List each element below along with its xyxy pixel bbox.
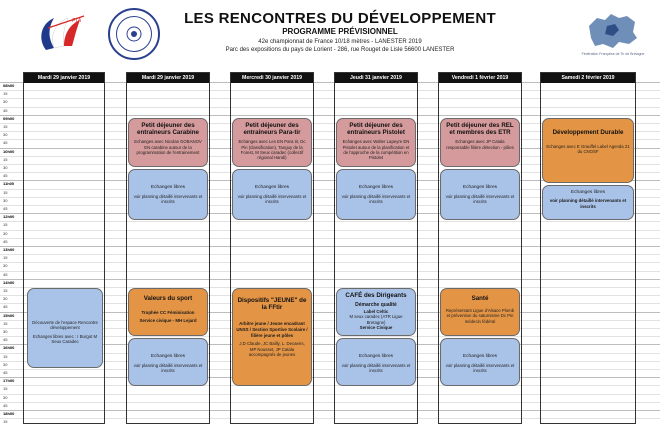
time-label: 15 xyxy=(3,386,8,392)
time-label: 30 xyxy=(3,296,8,302)
event-line: M seux caradec (ATR Ligue Bretagne) xyxy=(349,314,403,325)
time-label: 15 xyxy=(3,320,8,326)
bretagne-map-logo xyxy=(585,8,640,56)
time-label: 45 xyxy=(3,140,8,146)
event-title: Petit déjeuner des entraîneurs Pistolet xyxy=(347,122,405,137)
event-card[interactable] xyxy=(542,185,634,220)
time-label: 15 xyxy=(3,124,8,129)
event-desc: Echanges avec E Grauffel Label Agenda 21 du CNOSF xyxy=(546,144,630,155)
time-label: 08h00 xyxy=(3,83,15,88)
event-line: Service Civique xyxy=(359,325,393,331)
event-title: Dispositifs "JEUNE" de la FFtir xyxy=(237,297,307,312)
time-label: 15h00 xyxy=(3,312,15,318)
event-card[interactable] xyxy=(232,288,312,386)
time-label: 30 xyxy=(3,361,8,367)
event-card[interactable] xyxy=(440,338,520,386)
event-card[interactable] xyxy=(336,118,416,167)
time-label: 30 xyxy=(3,394,8,400)
event-line: Découverte de l'espace Rencontre développement xyxy=(32,320,98,331)
svg-text:FTA: FTA xyxy=(72,18,82,24)
day-header: Jeudi 31 janvier 2019 xyxy=(335,73,417,83)
event-title: Echanges libres xyxy=(462,354,498,359)
event-desc: Echanges avec JP Catala responsable filière détection - pôles xyxy=(446,139,514,150)
day-header: Mardi 29 janvier 2019 xyxy=(24,73,104,83)
event-subtitle: Démarche qualité xyxy=(355,302,397,309)
day-header: Mercredi 30 janvier 2019 xyxy=(231,73,313,83)
time-label: 12h00 xyxy=(3,214,15,220)
event-card[interactable] xyxy=(232,169,312,220)
time-label: 30 xyxy=(3,99,8,105)
event-card[interactable] xyxy=(542,118,634,183)
event-line: Label Celtic xyxy=(363,308,389,314)
day-header: Samedi 2 février 2019 xyxy=(541,73,635,83)
event-desc: voir planning détaillé intervenants et inscrits xyxy=(445,193,515,205)
time-label: 30 xyxy=(3,230,8,236)
event-desc: J.D Claude, JC Bailly, L. Decaens, MP Nousset, JP Catala accompagnés de jeunes xyxy=(239,341,305,358)
time-label: 15 xyxy=(3,255,8,261)
event-card[interactable] xyxy=(336,288,416,336)
event-title: Echanges libres xyxy=(150,354,186,359)
time-label: 45 xyxy=(3,370,8,375)
event-title: Echanges libres xyxy=(254,185,290,190)
event-line: Trophée CC Féminisation xyxy=(141,310,195,316)
time-label: 15 xyxy=(3,222,8,228)
event-title: Développement Durable xyxy=(552,129,624,136)
time-label: 09h00 xyxy=(3,115,15,121)
event-card[interactable] xyxy=(128,118,208,167)
event-desc: voir planning détaillé intervenants et inscrits xyxy=(445,362,515,374)
time-label: 15 xyxy=(3,156,8,162)
event-title: Valeurs du sport xyxy=(143,295,193,302)
event-desc: voir planning détaillé intervenants et inscrits xyxy=(133,362,203,374)
event-desc: Représentant Ligue d'Alsace Plomb et prévention du saturnisme Dc Pin médecin fédéral xyxy=(445,308,515,324)
event-desc: voir planning détaillé intervenants et inscrits xyxy=(549,197,627,209)
day-header: Vendredi 1 février 2019 xyxy=(439,73,521,83)
event-title: CAFÉ des Dirigeants xyxy=(345,292,407,299)
event-title: Echanges libres xyxy=(358,354,394,359)
event-desc: voir planning détaillé intervenants et inscrits xyxy=(133,193,203,205)
event-title: Echanges libres xyxy=(462,185,498,190)
time-label: 15 xyxy=(3,419,8,424)
event-title: Petit déjeuner des entraîneurs Carabine xyxy=(137,122,199,137)
time-label: 45 xyxy=(3,107,8,113)
time-label: 30 xyxy=(3,329,8,334)
time-label: 45 xyxy=(3,402,8,408)
time-label: 14h00 xyxy=(3,279,15,285)
event-line: Echanges libres avec : I Burgot M Seux Caradec xyxy=(32,333,98,345)
event-title: Petit déjeuner des entraîneurs Para-tir xyxy=(243,122,301,137)
time-label: 15 xyxy=(3,353,8,359)
event-line: Arbitre jeune / Jeune encadrant UNSS / Section Sportive Scolaire / filière jeune et pôles xyxy=(236,321,308,338)
time-label: 45 xyxy=(3,304,8,310)
time-label: 45 xyxy=(3,173,8,179)
event-desc: Echanges avec Walter Lapeyre EN Pistolet autour de la planification et de l'approche de la compétition en Pistolet xyxy=(342,139,410,161)
event-card[interactable] xyxy=(128,338,208,386)
event-title: Echanges libres xyxy=(358,185,394,190)
event-card[interactable] xyxy=(128,288,208,336)
time-label: 30 xyxy=(3,197,8,203)
event-desc: voir planning détaillé intervenants et inscrits xyxy=(341,193,411,205)
ffta-logo xyxy=(28,10,90,56)
event-card[interactable] xyxy=(440,169,520,220)
event-line: Service civique - MH Lejard xyxy=(139,317,197,323)
time-label: 30 xyxy=(3,132,8,138)
event-title: Echanges libres xyxy=(570,190,606,195)
bretagne-logo-text: Fédération Française de Tir de Bretagne xyxy=(581,52,645,56)
time-label: 17h00 xyxy=(3,378,15,384)
event-card[interactable] xyxy=(440,118,520,167)
time-label: 45 xyxy=(3,206,8,211)
time-label: 45 xyxy=(3,337,8,343)
event-card[interactable] xyxy=(128,169,208,220)
event-title: Santé xyxy=(471,295,489,302)
time-label: 10h00 xyxy=(3,148,15,154)
event-info-line-2: Parc des expositions du pays de Lorient - 286, rue Rouget de Lisle 56600 LANESTER xyxy=(225,47,455,53)
day-header: Mardi 29 janvier 2019 xyxy=(127,73,209,83)
time-label: 45 xyxy=(3,238,8,244)
event-card[interactable] xyxy=(232,118,312,167)
time-label: 30 xyxy=(3,263,8,269)
federation-seal-logo xyxy=(108,8,160,60)
time-label: 15 xyxy=(3,189,8,195)
time-label: 13h00 xyxy=(3,247,15,252)
event-desc: voir planning détaillé intervenants et inscrits xyxy=(237,193,307,205)
event-card[interactable] xyxy=(336,169,416,220)
event-card[interactable] xyxy=(27,288,103,368)
event-desc: Echanges avec Les EN Para tir, Dc Pin (classification), Tanguy de la Forest, M Seux caradec (collectif régional Handi) xyxy=(238,139,306,161)
time-label: 16h00 xyxy=(3,345,15,351)
event-desc: Echanges avec Nicolas GOBANOV EN carabine autour de la programmation de l'entrainement xyxy=(134,139,202,155)
event-title: Petit déjeuner des REL et membres des ETR xyxy=(446,122,514,137)
event-title: Echanges libres xyxy=(150,185,186,190)
time-label: 18h00 xyxy=(3,411,15,416)
event-desc: voir planning détaillé intervenants et inscrits xyxy=(341,362,411,374)
time-label: 30 xyxy=(3,165,8,170)
day-column-tuesday-1 xyxy=(23,72,105,424)
time-label: 15 xyxy=(3,91,8,97)
event-card[interactable] xyxy=(440,288,520,336)
time-label: 45 xyxy=(3,271,8,277)
page-title: LES RENCONTRES DU DÉVELOPPEMENT xyxy=(184,10,496,27)
time-label: 11h00 xyxy=(3,181,15,187)
time-label: 15 xyxy=(3,288,8,293)
event-card[interactable] xyxy=(336,338,416,386)
page-subtitle: PROGRAMME PRÉVISIONNEL xyxy=(282,27,398,36)
event-info-line-1: 42e championnat de France 10/18 mètres - LANESTER 2019 xyxy=(258,39,422,45)
